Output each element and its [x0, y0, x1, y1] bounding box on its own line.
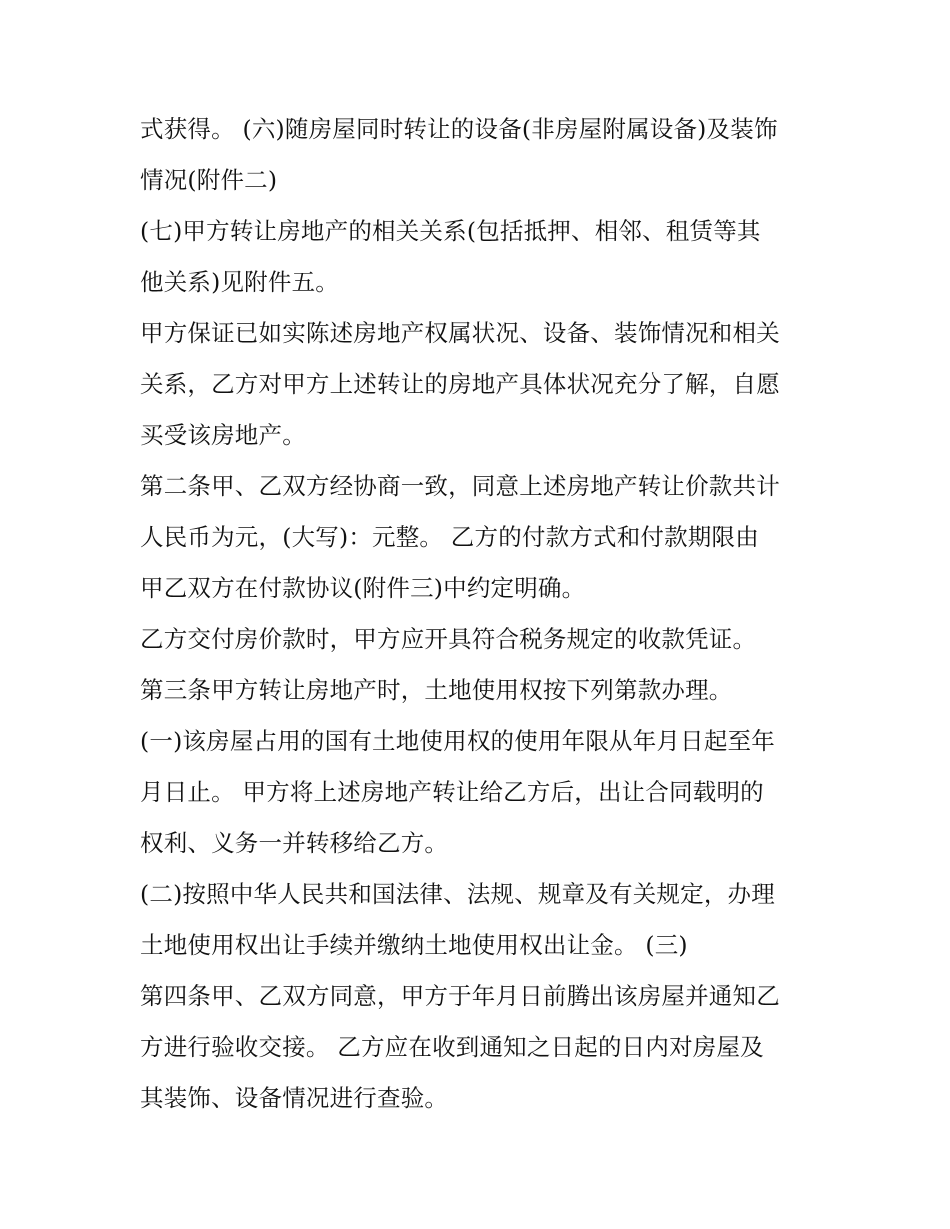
text-line: 其装饰、设备情况进行查验。 — [140, 1084, 449, 1112]
text-line: 甲方保证已如实陈述房地产权属状况、设备、装饰情况和相关 — [140, 319, 780, 347]
text-line: 他关系)见附件五。 — [140, 268, 339, 296]
document-body — [140, 104, 820, 1124]
text-line: 买受该房地产。 — [140, 421, 306, 449]
text-line: 第四条甲、乙双方同意，甲方于年月日前腾出该房屋并通知乙 — [140, 982, 780, 1010]
text-line: 土地使用权出让手续并缴纳土地使用权出让金。 (三) — [140, 931, 688, 959]
text-line: 权利、义务一并转移给乙方。 — [140, 829, 449, 857]
text-line: 乙方交付房价款时，甲方应开具符合税务规定的收款凭证。 — [140, 625, 757, 653]
text-line: 人民币为元，(大写)：元整。 乙方的付款方式和付款期限由 — [140, 523, 759, 551]
text-line: 式获得。 (六)随房屋同时转让的设备(非房屋附属设备)及装饰 — [140, 115, 778, 143]
text-line: 情况(附件二) — [140, 166, 278, 194]
text-line: 月日止。 甲方将上述房地产转让给乙方后，出让合同载明的 — [140, 778, 764, 806]
text-line: 方进行验收交接。 乙方应在收到通知之日起的日内对房屋及 — [140, 1033, 764, 1061]
text-line: 第三条甲方转让房地产时，土地使用权按下列第款办理。 — [140, 676, 733, 704]
text-line: 第二条甲、乙双方经协商一致，同意上述房地产转让价款共计 — [140, 472, 780, 500]
text-line: 关系，乙方对甲方上述转让的房地产具体状况充分了解，自愿 — [140, 370, 780, 398]
text-line: 甲乙双方在付款协议(附件三)中约定明确。 — [140, 574, 586, 602]
text-line: (七)甲方转让房地产的相关关系(包括抵押、相邻、租赁等其 — [140, 217, 761, 245]
text-line: (一)该房屋占用的国有土地使用权的使用年限从年月日起至年 — [140, 727, 775, 755]
text-line: (二)按照中华人民共和国法律、法规、规章及有关规定，办理 — [140, 880, 775, 908]
